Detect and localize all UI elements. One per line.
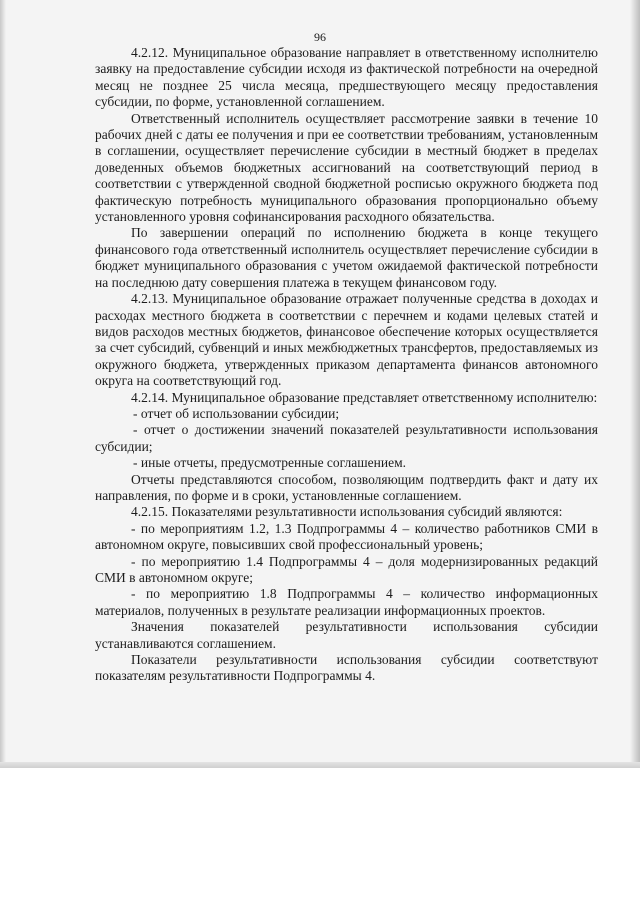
list-item-other-reports: - иные отчеты, предусмотренные соглашением.: [133, 455, 407, 471]
paragraph-4-2-14: 4.2.14. Муниципальное образование представляет ответственному исполнителю:: [131, 389, 598, 405]
scan-bottom-edge: [0, 762, 640, 768]
paragraph-4-2-12: 4.2.12. Муниципальное образование направляет в ответственному исполнителю заявку на предоставление субсидии исходя из фактической потребности на очередной месяц не позднее 25 числа месяца, предшествующего месяцу предоставления субсидии, по форме, установленной соглашением.: [95, 45, 598, 110]
paragraph-reports-method: Отчеты представляются способом, позволяющим подтвердить факт и дату их направления, по форме и в сроки, установленные соглашением.: [95, 471, 598, 503]
list-item-measure-1-4: - по мероприятию 1.4 Подпрограммы 4 – доля модернизированных редакций СМИ в автономном округе;: [95, 553, 598, 585]
scan-edge-left: [0, 0, 6, 768]
scan-edge-right: [630, 0, 640, 768]
document-body: [95, 45, 598, 685]
paragraph-review: Ответственный исполнитель осуществляет рассмотрение заявки в течение 10 рабочих дней с даты ее получения и при ее соответствии требованиям, установленным в соглашении, осуществляет перечисление субсидии в местный бюджет в пределах доведенных объемов бюджетных ассигнований на соответствующий период в соответствии с утвержденной сводной бюджетной росписью окружного бюджета под фактическую потребность муниципального образования пропорционально объему установленного уровня софинансирования расходного обязательства.: [95, 110, 598, 225]
paragraph-correspondence: Показатели результативности использования субсидии соответствуют показателям результативности Подпрограммы 4.: [95, 652, 598, 684]
paragraph-year-end: По завершении операций по исполнению бюджета в конце текущего финансового года ответственный исполнитель осуществляет перечисление субсидии в бюджет муниципального образования с учетом ожидаемой фактической потребности на последнюю дату совершения платежа в текущем финансовом году.: [95, 225, 598, 290]
list-item-indicators-report: - отчет о достижении значений показателей результативности использования субсидии;: [95, 422, 598, 454]
list-item-measures-1-2-1-3: - по мероприятиям 1.2, 1.3 Подпрограммы 4 – количество работников СМИ в автономном округе, повысивших свой профессиональный уровень;: [95, 520, 598, 553]
paragraph-4-2-13: 4.2.13. Муниципальное образование отражает полученные средства в доходах и расходах местного бюджета в соответствии с перечнем и кодами целевых статей и видов расходов местных бюджетов, финансовое обеспечение которых осуществляется за счет субсидий, субвенций и иных межбюджетных трансфертов, предоставляемых из окружного бюджета, утвержденных приказом департамента финансов автономного округа на соответствующий год.: [95, 291, 598, 389]
page-number: 96: [314, 30, 326, 44]
list-item-usage-report: - отчет об использовании субсидии;: [133, 405, 340, 421]
list-item-measure-1-8: - по мероприятию 1.8 Подпрограммы 4 – количество информационных материалов, полученных в результате реализации информационных проектов.: [95, 586, 598, 618]
paragraph-4-2-15: 4.2.15. Показателями результативности использования субсидий являются:: [131, 504, 563, 520]
paragraph-values: Значения показателей результативности использования субсидии устанавливаются соглашением.: [95, 619, 598, 651]
